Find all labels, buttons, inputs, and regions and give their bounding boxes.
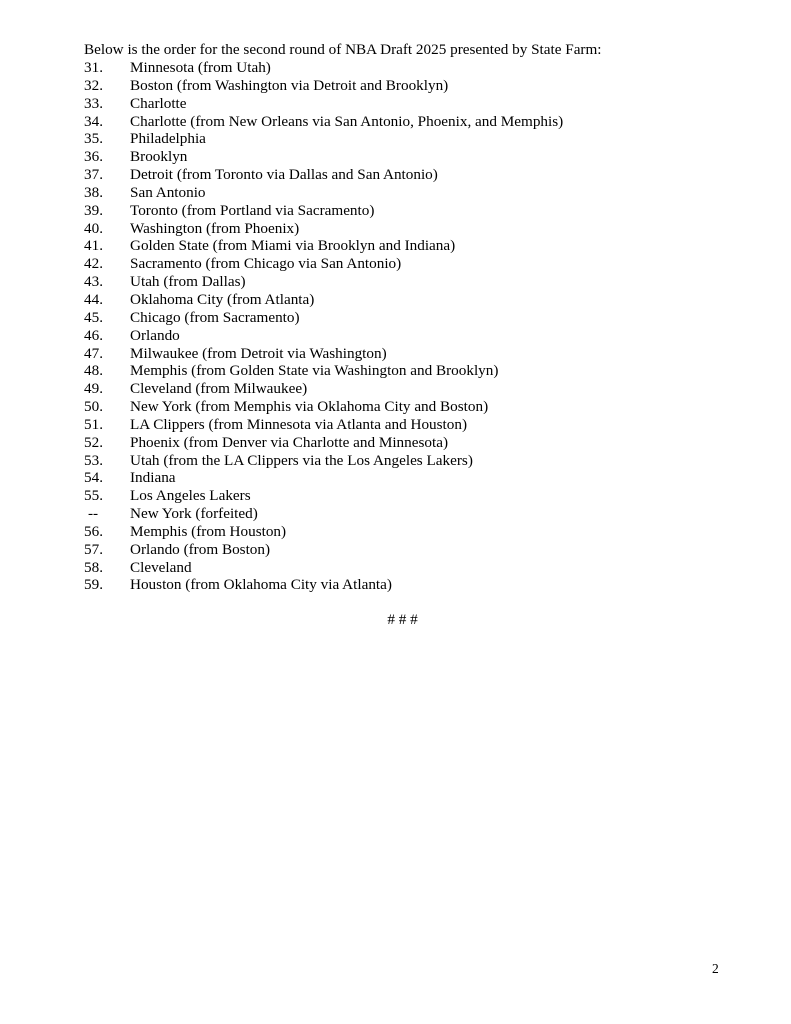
intro-text: Below is the order for the second round of NBA Draft 2025 presented by State Farm:	[84, 41, 602, 58]
list-item	[84, 77, 563, 95]
pick-team: Toronto (from Portland via Sacramento)	[130, 201, 375, 219]
list-item	[84, 59, 563, 77]
list-item	[84, 505, 563, 523]
pick-team: San Antonio	[130, 183, 206, 201]
pick-number: 39.	[84, 201, 103, 219]
pick-number: 51.	[84, 415, 103, 433]
pick-number: 34.	[84, 112, 103, 130]
list-item	[84, 434, 563, 452]
pick-number: 53.	[84, 451, 103, 469]
pick-number: 31.	[84, 59, 103, 76]
draft-order-list	[84, 59, 563, 594]
pick-team: Milwaukee (from Detroit via Washington)	[130, 344, 387, 362]
pick-team: Indiana	[130, 469, 176, 487]
pick-team: New York (forfeited)	[130, 505, 258, 523]
pick-number: 35.	[84, 130, 103, 148]
pick-number: 57.	[84, 540, 103, 558]
pick-team: Cleveland (from Milwaukee)	[130, 380, 308, 398]
page-number: 2	[712, 961, 719, 976]
list-item	[84, 309, 563, 327]
pick-team: Memphis (from Golden State via Washington and Brooklyn)	[130, 362, 499, 380]
pick-number: 37.	[84, 166, 103, 184]
pick-team: Oklahoma City (from Atlanta)	[130, 290, 315, 308]
list-item	[84, 184, 563, 202]
pick-team: Boston (from Washington via Detroit and Brooklyn)	[130, 76, 449, 94]
pick-team: Minnesota (from Utah)	[130, 59, 271, 76]
list-item	[84, 452, 563, 470]
pick-number: 55.	[84, 487, 103, 505]
list-item	[84, 416, 563, 434]
pick-team: Golden State (from Miami via Brooklyn and Indiana)	[130, 237, 456, 255]
pick-number: 46.	[84, 326, 103, 344]
list-item	[84, 398, 563, 416]
list-item	[84, 273, 563, 291]
pick-team: Cleveland	[130, 558, 192, 576]
pick-number: 32.	[84, 76, 103, 94]
pick-team: New York (from Memphis via Oklahoma City and Boston)	[130, 398, 489, 416]
pick-number: 41.	[84, 237, 103, 255]
pick-number: 50.	[84, 398, 103, 416]
pick-number: 47.	[84, 344, 103, 362]
list-item	[84, 576, 563, 594]
pick-number: 42.	[84, 255, 103, 273]
pick-team: Utah (from the LA Clippers via the Los Angeles Lakers)	[130, 451, 473, 469]
pick-team: Charlotte	[130, 94, 187, 112]
list-item	[84, 327, 563, 345]
pick-number: 36.	[84, 148, 103, 166]
pick-number: 48.	[84, 362, 103, 380]
pick-number: 59.	[84, 576, 103, 594]
pick-team: Utah (from Dallas)	[130, 273, 246, 291]
pick-team: Charlotte (from New Orleans via San Antonio, Phoenix, and Memphis)	[130, 112, 564, 130]
pick-number: 45.	[84, 308, 103, 326]
pick-number: 54.	[84, 469, 103, 487]
list-item	[84, 130, 563, 148]
list-item	[84, 362, 563, 380]
pick-number: 49.	[84, 380, 103, 398]
list-item	[84, 148, 563, 166]
list-item	[84, 291, 563, 309]
pick-team: LA Clippers (from Minnesota via Atlanta and Houston)	[130, 415, 468, 433]
pick-team: Los Angeles Lakers	[130, 487, 251, 505]
list-item	[84, 95, 563, 113]
list-item	[84, 202, 563, 220]
pick-team: Orlando	[130, 326, 180, 344]
list-item	[84, 113, 563, 131]
list-item	[84, 523, 563, 541]
pick-number: 52.	[84, 433, 103, 451]
pick-team: Houston (from Oklahoma City via Atlanta)	[130, 576, 392, 594]
list-item	[84, 469, 563, 487]
pick-team: Washington (from Phoenix)	[130, 219, 300, 237]
pick-team: Orlando (from Boston)	[130, 540, 271, 558]
list-item	[84, 487, 563, 505]
pick-team: Detroit (from Toronto via Dallas and San Antonio)	[130, 166, 438, 184]
pick-number: 33.	[84, 94, 103, 112]
pick-team: Phoenix (from Denver via Charlotte and Minnesota)	[130, 433, 449, 451]
list-item	[84, 541, 563, 559]
pick-team: Chicago (from Sacramento)	[130, 308, 300, 326]
pick-number: --	[88, 505, 99, 523]
pick-team: Brooklyn	[130, 148, 188, 166]
end-mark: # # #	[387, 611, 418, 628]
pick-team: Sacramento (from Chicago via San Antonio)	[130, 255, 402, 273]
pick-team: Philadelphia	[130, 130, 206, 148]
list-item	[84, 559, 563, 577]
pick-number: 56.	[84, 522, 103, 540]
pick-number: 40.	[84, 219, 103, 237]
pick-number: 43.	[84, 273, 103, 291]
list-item	[84, 166, 563, 184]
list-item	[84, 345, 563, 363]
list-item	[84, 380, 563, 398]
list-item	[84, 255, 563, 273]
list-item	[84, 220, 563, 238]
pick-team: Memphis (from Houston)	[130, 522, 287, 540]
pick-number: 58.	[84, 558, 103, 576]
pick-number: 44.	[84, 290, 103, 308]
list-item	[84, 237, 563, 255]
pick-number: 38.	[84, 183, 103, 201]
